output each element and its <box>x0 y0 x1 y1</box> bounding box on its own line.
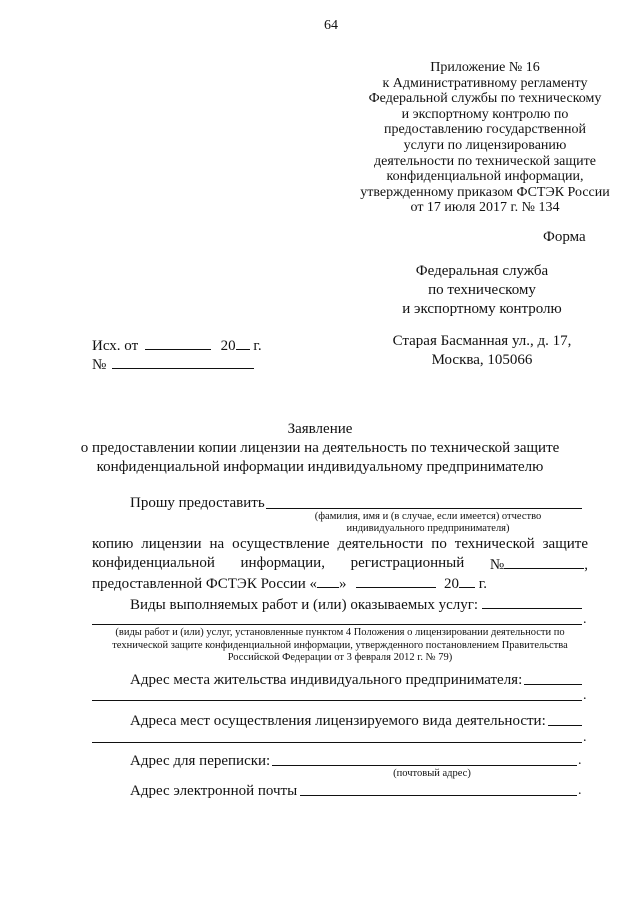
page-number: 64 <box>324 18 338 33</box>
body-word: на <box>209 536 225 552</box>
issue-day-blank[interactable] <box>317 573 339 588</box>
body-word: защите <box>542 536 588 552</box>
activity-places-blank-1[interactable] <box>548 725 582 726</box>
title-line: о предоставлении копии лицензии на деятельность по технической защите <box>80 440 560 456</box>
body-line-1 <box>92 535 588 554</box>
body-word: лицензии <box>141 536 202 552</box>
request-hint-line: (фамилия, имя и (в случае, если имеется) отчество <box>314 511 542 522</box>
title-heading: Заявление <box>287 421 353 437</box>
activity-places-end: . <box>583 730 587 745</box>
email-label: Адрес электронной почты <box>130 783 298 799</box>
appendix-line: услуги по лицензированию <box>403 137 567 153</box>
recipient-address-line: Старая Басманная ул., д. 17, <box>392 333 572 349</box>
issue-month-blank[interactable] <box>356 573 436 588</box>
appendix-line: и экспортному контролю по <box>401 106 569 122</box>
registration-number-group <box>490 554 588 575</box>
issue-year-blank[interactable] <box>459 573 475 588</box>
appendix-block <box>300 60 640 216</box>
outgoing-number-row <box>92 354 254 375</box>
registration-number-blank[interactable] <box>504 554 584 569</box>
body-line-2 <box>92 554 588 575</box>
residence-blank-2[interactable] <box>92 700 582 701</box>
issue-year-suffix: г. <box>478 576 488 592</box>
recipient-line: по техническому <box>428 282 536 298</box>
works-hint <box>92 627 588 665</box>
outgoing-year-prefix: 20 <box>220 338 236 354</box>
request-hint <box>278 511 578 535</box>
correspondence-hint: (почтовый адрес) <box>393 768 471 779</box>
recipient-block <box>382 262 582 370</box>
body-word: информации, <box>240 555 325 571</box>
outgoing-number-prefix: № <box>92 357 107 373</box>
recipient-line: и экспортному контролю <box>402 301 562 317</box>
outgoing-year-suffix: г. <box>253 338 262 354</box>
body-word: деятельности <box>337 536 424 552</box>
outgoing-number-blank[interactable] <box>112 354 254 369</box>
comma: , <box>584 557 588 573</box>
works-label: Виды выполняемых работ и (или) оказываемых услуг: <box>130 597 479 613</box>
activity-places-label: Адреса мест осуществления лицензируемого вида деятельности: <box>130 713 546 729</box>
email-end: . <box>578 783 582 798</box>
outgoing-date-blank[interactable] <box>145 335 211 350</box>
correspondence-end: . <box>578 753 582 768</box>
appendix-line: Приложение № 16 <box>430 60 540 75</box>
body-word: технической <box>454 536 535 552</box>
request-name-blank[interactable] <box>266 508 582 509</box>
residence-blank-1[interactable] <box>524 684 582 685</box>
document-title <box>60 420 580 477</box>
body-word: регистрационный <box>350 555 465 571</box>
works-hint-line: технической защите конфиденциальной информации, утвержденного постановлением Правительства <box>112 639 568 651</box>
quote-close: » <box>339 576 347 592</box>
works-blank-2[interactable] <box>92 624 582 625</box>
works-blank-1[interactable] <box>482 608 582 609</box>
body-word: осуществление <box>232 536 330 552</box>
appendix-line: утвержденному приказом ФСТЭК России <box>360 184 610 200</box>
body-word: конфиденциальной <box>92 555 215 571</box>
residence-end: . <box>583 688 587 703</box>
correspondence-blank[interactable] <box>272 765 577 766</box>
body-word: по <box>431 536 447 552</box>
title-line: конфиденциальной информации индивидуальному предпринимателю <box>96 459 544 475</box>
works-hint-line: Российской Федерации от 3 февраля 2012 г. № 79) <box>227 652 453 663</box>
request-label: Прошу предоставить <box>130 495 265 511</box>
body-word: копию <box>92 536 134 552</box>
number-sign: № <box>489 557 505 573</box>
outgoing-date-row <box>92 335 262 356</box>
works-hint-line: (виды работ и (или) услуг, установленные пунктом 4 Положения о лицензировании деятельности по <box>115 627 565 638</box>
email-blank[interactable] <box>300 795 577 796</box>
correspondence-label: Адрес для переписки: <box>130 753 271 769</box>
appendix-line: конфиденциальной информации, <box>386 169 584 185</box>
outgoing-year-blank[interactable] <box>236 335 250 350</box>
residence-label: Адрес места жительства индивидуального предпринимателя: <box>130 672 523 688</box>
issue-year-prefix: 20 <box>444 576 460 592</box>
appendix-line: от 17 июля 2017 г. № 134 <box>410 200 560 216</box>
body-line-3 <box>92 573 487 594</box>
request-hint-line: индивидуального предпринимателя) <box>346 523 510 534</box>
appendix-line: предоставлению государственной <box>383 122 587 138</box>
appendix-line: деятельности по технической защите <box>373 153 597 169</box>
form-label: Форма <box>543 229 586 245</box>
issued-by-text: предоставленной ФСТЭК России « <box>92 576 318 592</box>
works-end: . <box>583 612 587 627</box>
activity-places-blank-2[interactable] <box>92 742 582 743</box>
recipient-line: Федеральная служба <box>415 263 549 279</box>
outgoing-date-prefix: Исх. от <box>92 338 139 354</box>
appendix-line: к Административному регламенту <box>382 75 588 91</box>
appendix-line: Федеральной службы по техническому <box>368 91 602 107</box>
recipient-address-line: Москва, 105066 <box>431 352 533 368</box>
